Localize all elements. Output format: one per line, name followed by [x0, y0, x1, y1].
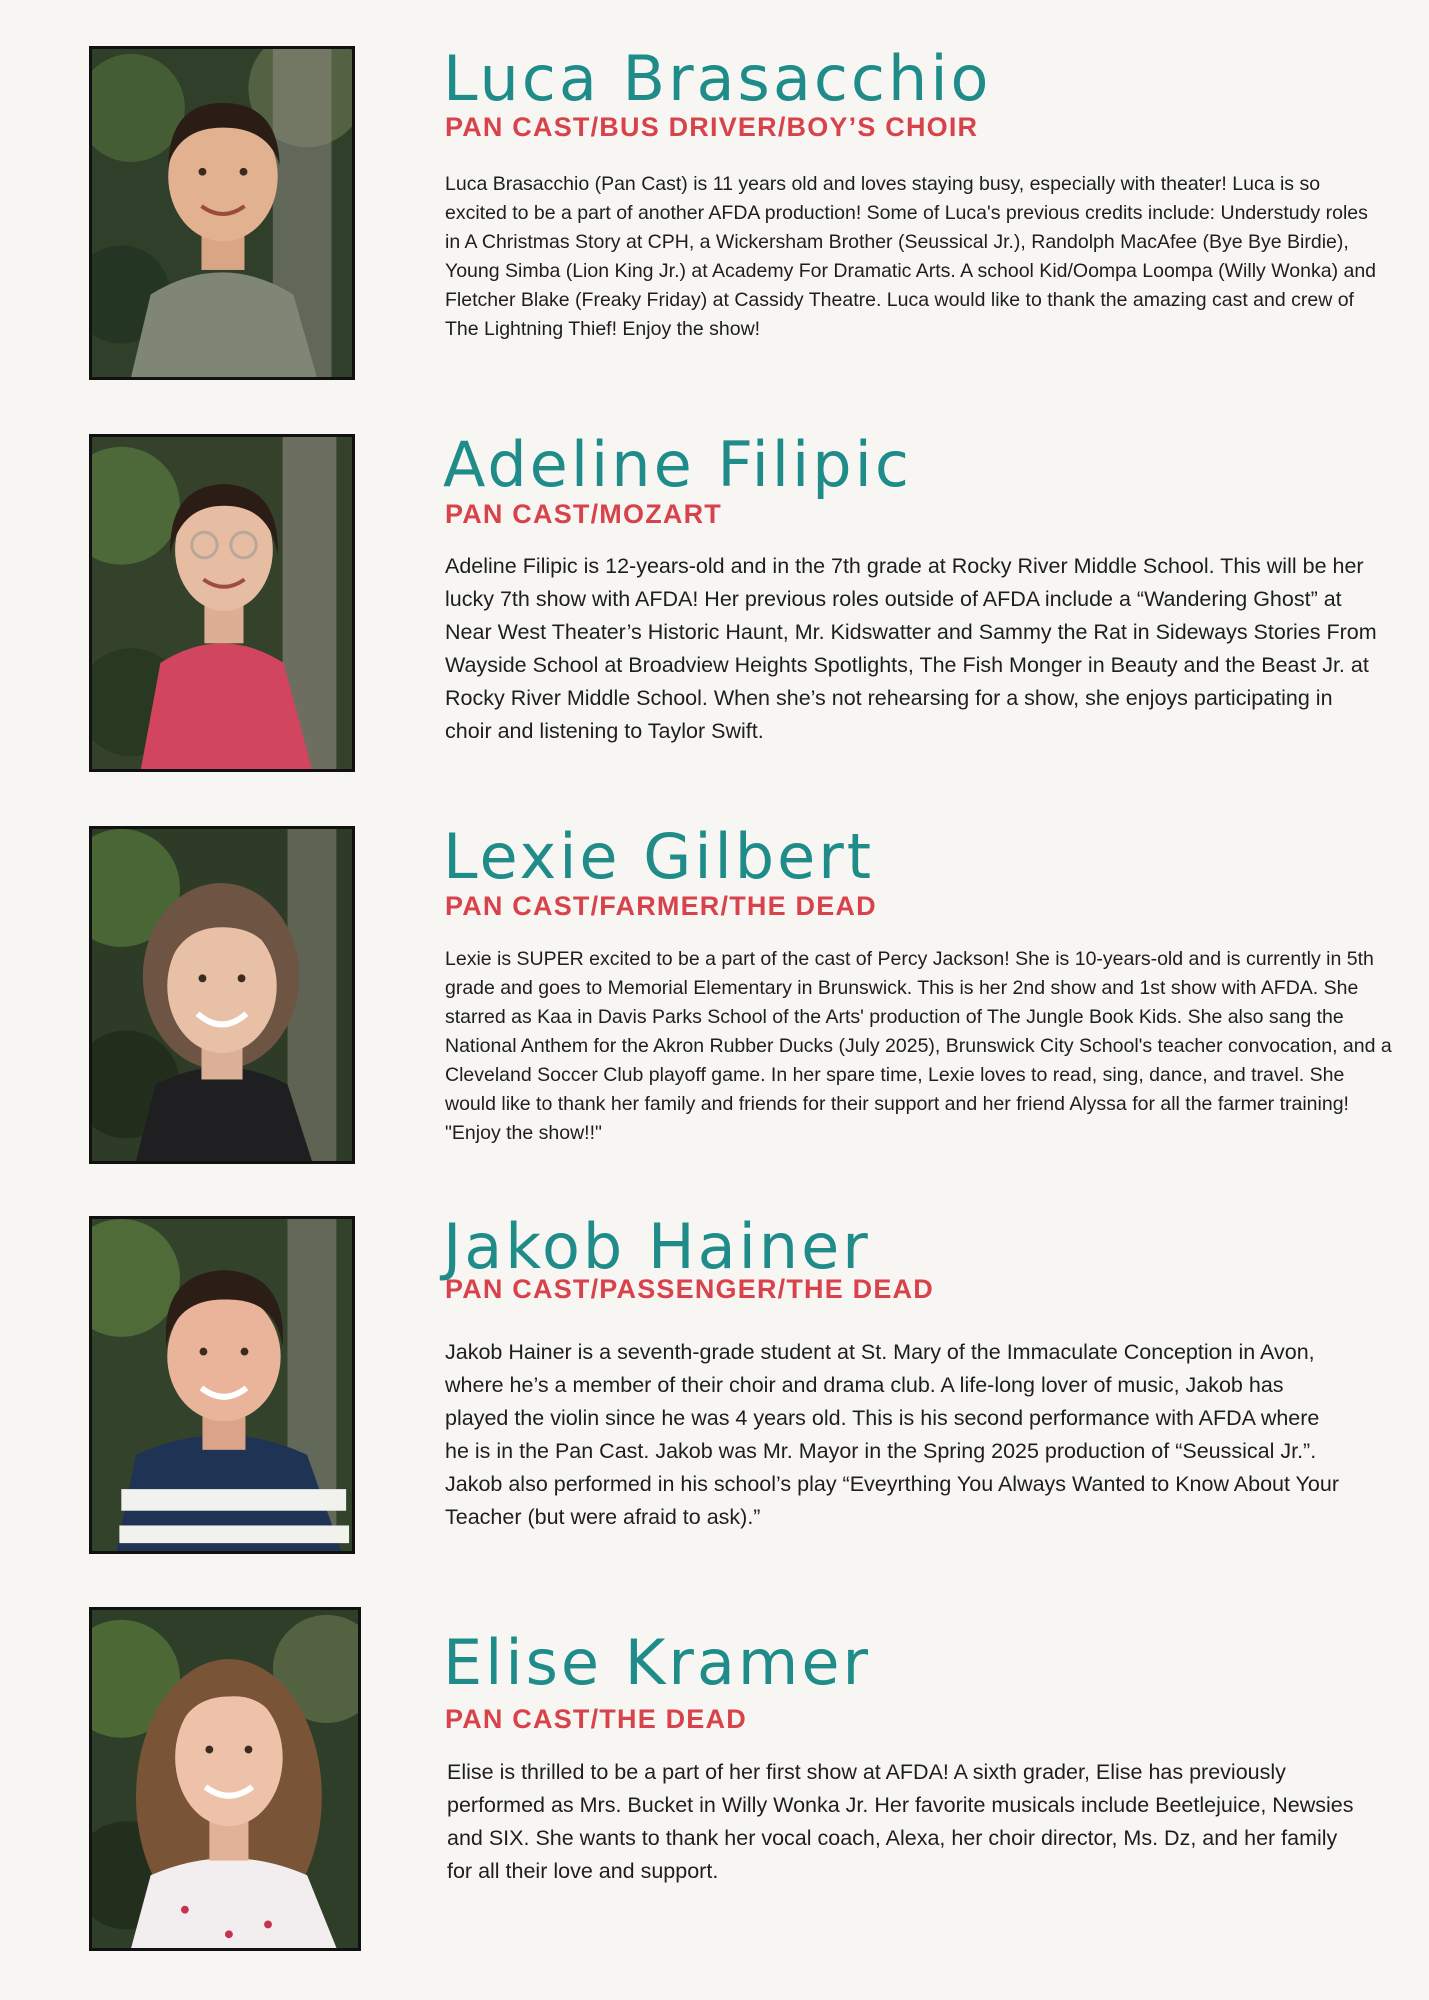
performer-role: PAN CAST/BUS DRIVER/BOY’S CHOIR [445, 112, 979, 142]
performer-role: PAN CAST/FARMER/THE DEAD [445, 891, 877, 921]
performer-name: Jakob Hainer [443, 1210, 871, 1283]
performer-bio-text: Lexie is SUPER excited to be a part of the cast of Percy Jackson! She is 10-years-old and is currently in 5th grade and goes to Memorial Elementary in Brunswick. This is her 2nd show and 1st show with AFDA. She starred as Kaa in Davis Parks School of the Arts' production of The Jungle Book Kids. She also sang the National Anthem for the Akron Rubber Ducks (July 2025), Brunswick City School's teacher convocation, and a Cleveland Soccer Club playoff game. In her spare time, Lexie loves to read, sing, dance, and travel. She would like to thank her family and friends for their support and her friend Alyssa for all the farmer training! "Enjoy the show!!" [445, 948, 1392, 1144]
performer-bio-text: Elise is thrilled to be a part of her first show at AFDA! A sixth grader, Elise has previously performed as Mrs. Bucket in Willy Wonka Jr. Her favorite musicals include Beetlejuice, Newsies and SIX. She wants to thank her vocal coach, Alexa, her choir director, Ms. Dz, and her family for all their love and support. [447, 1760, 1354, 1883]
performer-bio-text: Adeline Filipic is 12-years-old and in the 7th grade at Rocky River Middle School. This will be her lucky 7th show with AFDA! Her previous roles outside of AFDA include a “Wandering Ghost” at Near West Theater’s Historic Haunt, Mr. Kidswatter and Sammy the Rat in Sideways Stories From Wayside School at Broadview Heights Spotlights, The Fish Monger in Beauty and the Beast Jr. at Rocky River Middle School. When she’s not rehearsing for a show, she enjoys participating in choir and listening to Taylor Swift. [445, 554, 1377, 743]
headshot-photo [89, 46, 355, 380]
headshot-photo [89, 1607, 361, 1951]
performer-role: PAN CAST/MOZART [445, 499, 722, 529]
headshot-photo [89, 434, 355, 772]
performer-name: Luca Brasacchio [443, 42, 992, 115]
performer-name: Adeline Filipic [443, 428, 912, 501]
performer-role: PAN CAST/THE DEAD [445, 1704, 747, 1734]
performer-name: Elise Kramer [443, 1626, 871, 1699]
headshot-photo [89, 826, 355, 1164]
performer-bio-text: Jakob Hainer is a seventh-grade student at St. Mary of the Immaculate Conception in Avon, where he’s a member of their choir and drama club. A life-long lover of music, Jakob has played the violin since he was 4 years old. This is his second performance with AFDA where he is in the Pan Cast. Jakob was Mr. Mayor in the Spring 2025 production of “Seussical Jr.”. Jakob also performed in his school’s play “Eveyrthing You Always Wanted to Know About Your Teacher (but were afraid to ask).” [445, 1340, 1339, 1529]
performer-bio-text: Luca Brasacchio (Pan Cast) is 11 years old and loves staying busy, especially with theater! Luca is so excited to be a part of another AFDA production! Some of Luca's previous credits include: Understudy roles in A Christmas Story at CPH, a Wickersham Brother (Seussical Jr.), Randolph MacAfee (Bye Bye Birdie), Young Simba (Lion King Jr.) at Academy For Dramatic Arts. A school Kid/Oompa Loompa (Willy Wonka) and Fletcher Blake (Freaky Friday) at Cassidy Theatre. Luca would like to thank the amazing cast and crew of The Lightning Thief! Enjoy the show! [445, 173, 1377, 340]
performer-name: Lexie Gilbert [443, 820, 875, 893]
performer-role: PAN CAST/PASSENGER/THE DEAD [445, 1274, 934, 1304]
headshot-photo [89, 1216, 355, 1554]
